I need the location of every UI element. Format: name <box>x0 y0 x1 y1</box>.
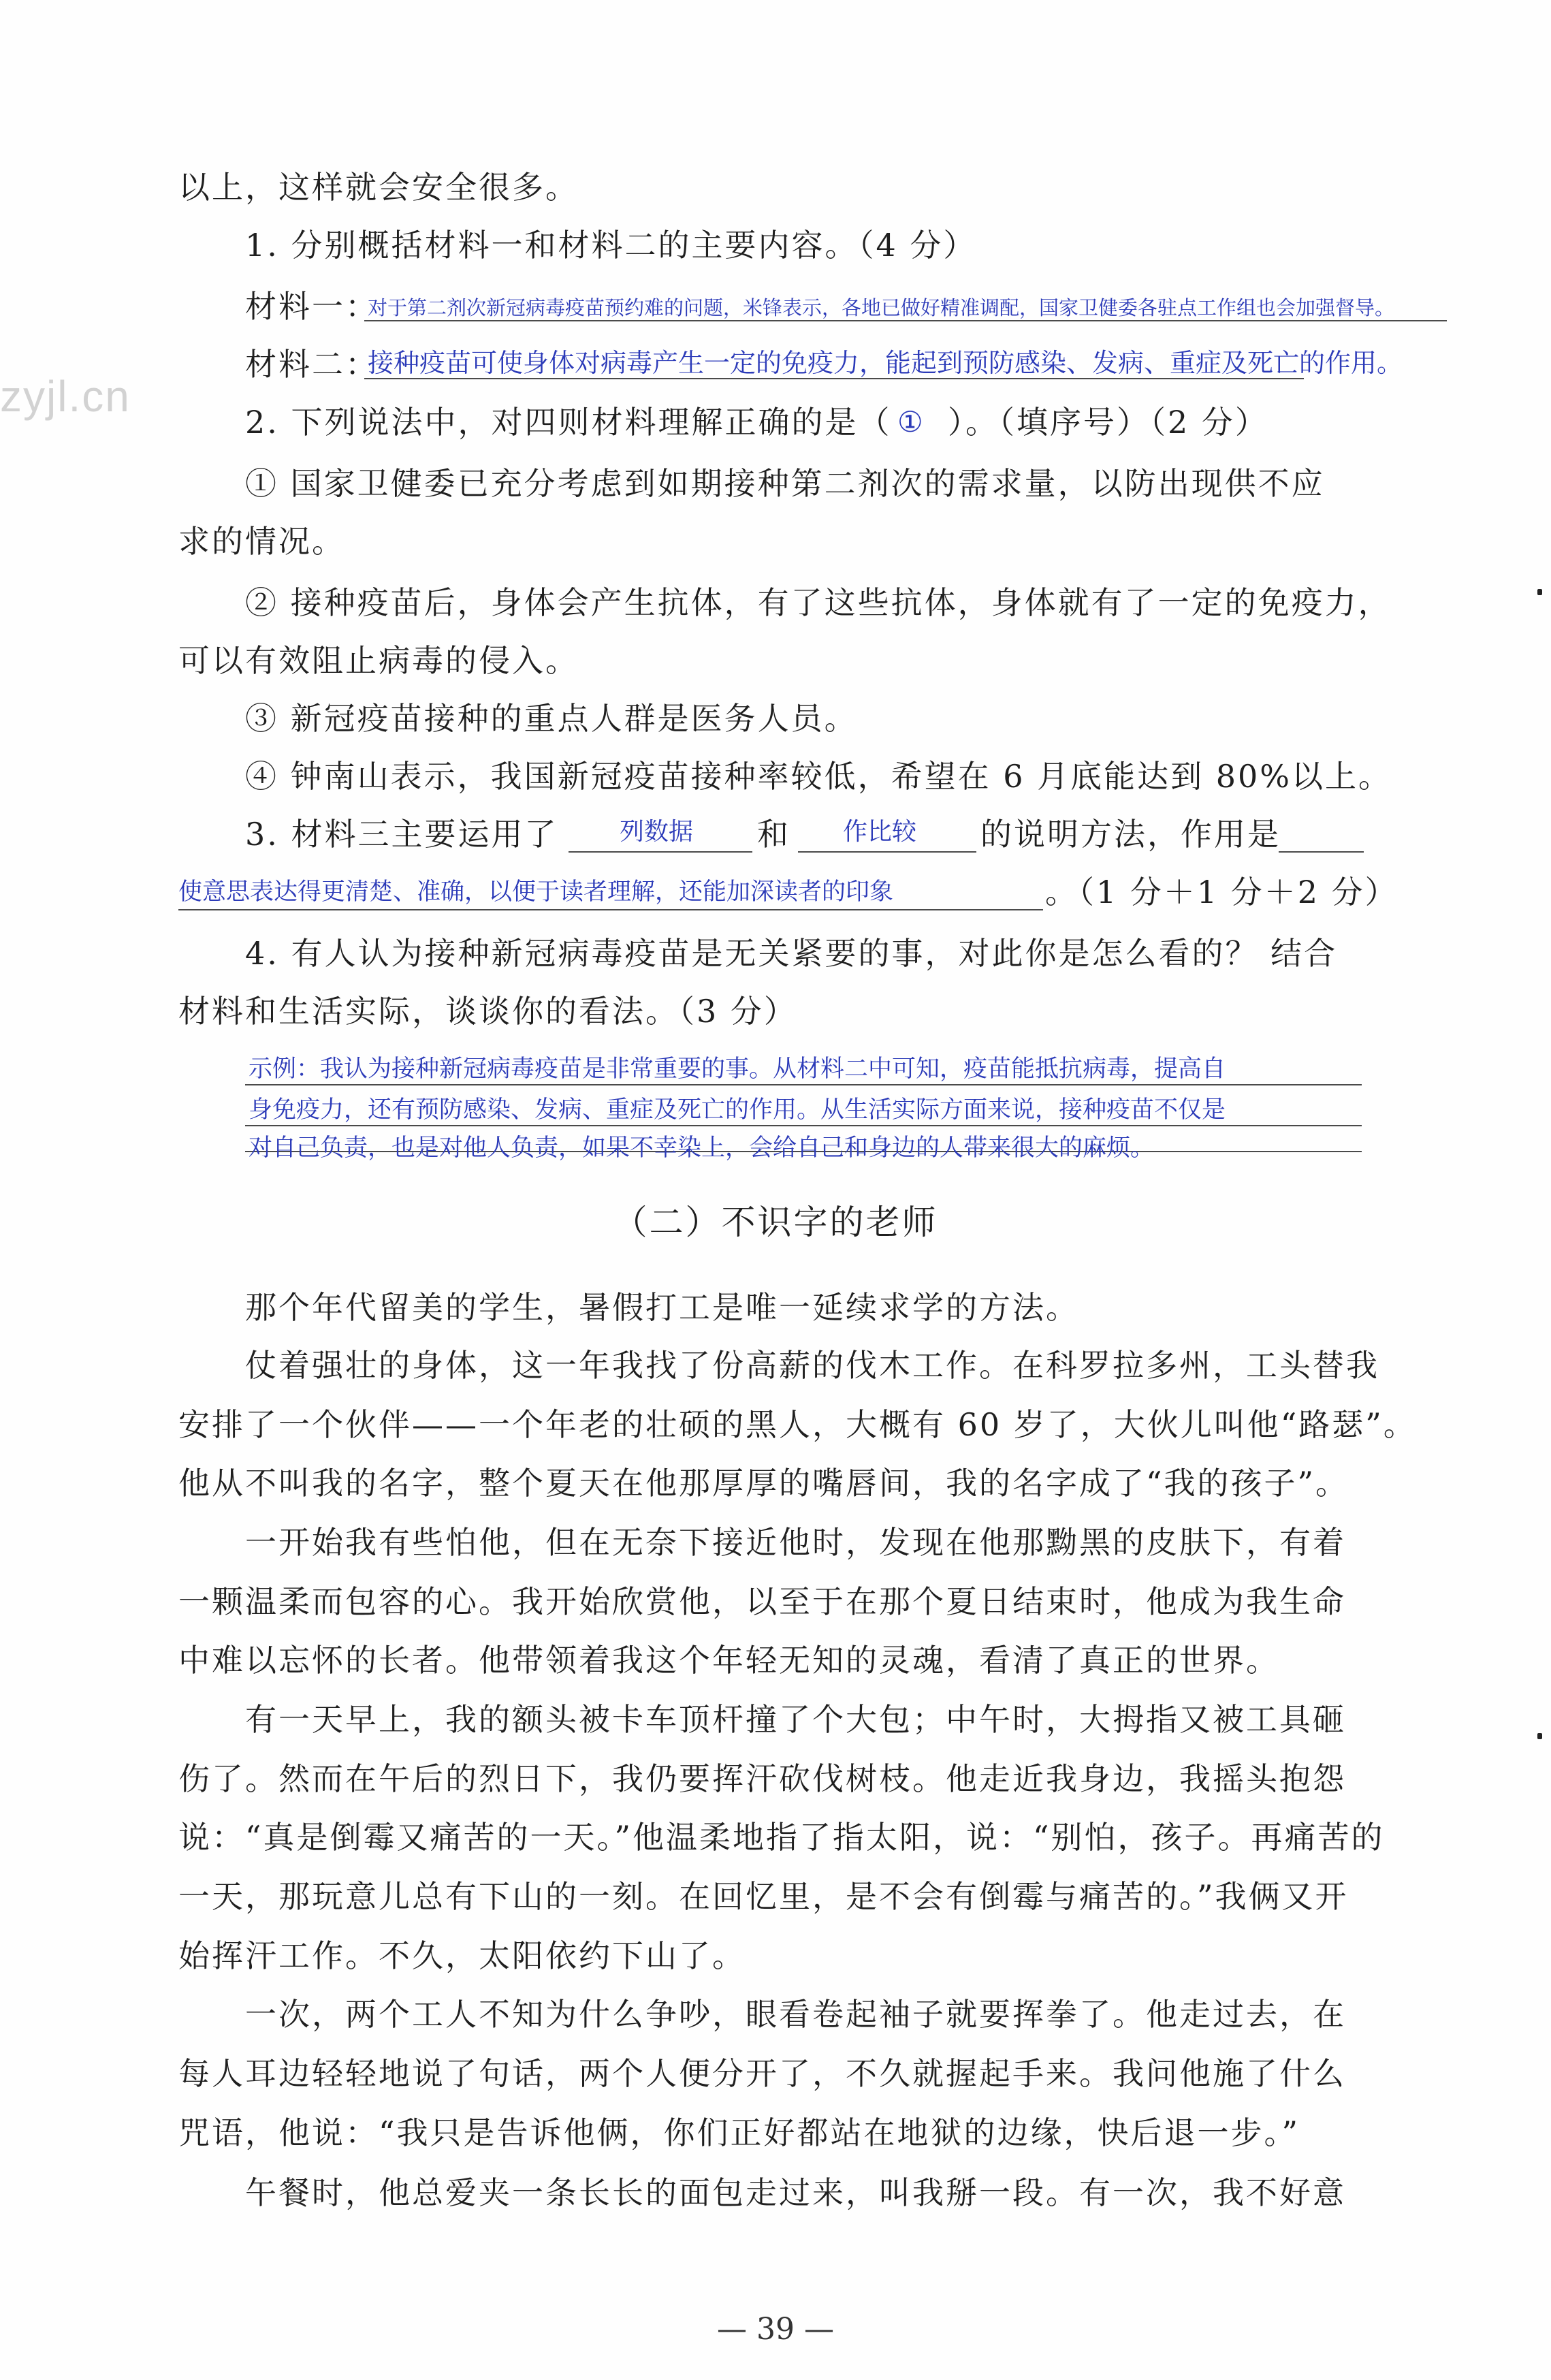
passage-line: 每人耳边轻轻地说了句话，两个人便分开了，不久就握起手来。我问他施了什么 <box>178 2055 1346 2092</box>
option-2-line-2: 可以有效阻止病毒的侵入。 <box>178 642 579 679</box>
question-3-part-a: 3. 材料三主要运用了 <box>245 816 558 853</box>
question-3-blank-3b-underline <box>178 909 1043 910</box>
material-2-label: 材料二： <box>245 346 379 383</box>
passage-line: 一次，两个工人不知为什么争吵，眼看卷起袖子就要挥拳了。他走过去，在 <box>245 1996 1346 2033</box>
option-1-line-1: ① 国家卫健委已充分考虑到如期接种第二剂次的需求量，以防出现供不应 <box>245 465 1325 502</box>
passage-line: 有一天早上，我的额头被卡车顶杆撞了个大包；中午时，大拇指又被工具砸 <box>245 1701 1346 1738</box>
question-3-blank-2-answer: 作比较 <box>843 818 917 846</box>
question-1: 1. 分别概括材料一和材料二的主要内容。（4 分） <box>245 227 977 264</box>
question-2-prefix: 2. 下列说法中，对四则材料理解正确的是（ <box>245 404 892 441</box>
question-3-blank-3-answer: 使意思表达得更清楚、准确，以便于读者理解，还能加深读者的印象 <box>178 878 894 906</box>
passage-line: 咒语，他说：“我只是告诉他俩，你们正好都站在地狱的边缘，快后退一步。” <box>178 2114 1300 2151</box>
passage-line: 一开始我有些怕他，但在无奈下接近他时，发现在他那黝黑的皮肤下，有着 <box>245 1524 1346 1561</box>
passage-line: 始挥汗工作。不久，太阳依约下山了。 <box>178 1937 746 1974</box>
question-3-blank-3a-underline <box>1279 851 1364 853</box>
page-number: — 39 — <box>717 2312 834 2347</box>
question-4-line-2: 材料和生活实际，谈谈你的看法。（3 分） <box>178 993 797 1030</box>
question-3-part-b: 和 <box>757 816 790 853</box>
question-3-blank-2-underline <box>798 851 976 853</box>
option-2-line-1: ② 接种疫苗后，身体会产生抗体，有了这些抗体，身体就有了一定的免疫力， <box>245 584 1392 621</box>
continuation-line: 以上，这样就会安全很多。 <box>178 169 579 206</box>
question-4-underline-2 <box>245 1125 1362 1126</box>
passage-line: 说：“真是倒霉又痛苦的一天。”他温柔地指了指太阳，说：“别怕，孩子。再痛苦的 <box>178 1819 1385 1856</box>
question-4-answer-line-1: 示例：我认为接种新冠病毒疫苗是非常重要的事。从材料二中可知，疫苗能抵抗病毒，提高自 <box>249 1056 1226 1083</box>
passage-line: 他从不叫我的名字，整个夏天在他那厚厚的嘴唇间，我的名字成了“我的孩子”。 <box>178 1465 1349 1502</box>
passage-line: 午餐时，他总爱夹一条长长的面包走过来，叫我掰一段。有一次，我不好意 <box>245 2174 1346 2211</box>
passage-line: 仗着强壮的身体，这一年我找了份高薪的伐木工作。在科罗拉多州，工头替我 <box>245 1347 1379 1384</box>
question-3-blank-1-underline <box>569 851 752 853</box>
question-4-answer-line-3: 对自己负责，也是对他人负责，如果不幸染上，会给自己和身边的人带来很大的麻烦。 <box>249 1135 1155 1162</box>
question-3-blank-1-answer: 列数据 <box>620 818 694 846</box>
watermark: zyjl.cn <box>0 372 131 421</box>
margin-mark <box>1537 1733 1542 1739</box>
material-2-answer: 接种疫苗可使身体对病毒产生一定的免疫力，能起到预防感染、发病、重症及死亡的作用。 <box>368 348 1403 378</box>
passage-line: 安排了一个伙伴——一个年老的壮硕的黑人，大概有 60 岁了，大伙儿叫他“路瑟”。 <box>178 1406 1417 1443</box>
question-3-scoring: 。（1 分＋1 分＋2 分） <box>1045 874 1398 910</box>
question-2-suffix: ）。（填序号）（2 分） <box>948 404 1268 441</box>
option-3: ③ 新冠疫苗接种的重点人群是医务人员。 <box>245 700 858 737</box>
passage-line: 中难以忘怀的长者。他带领着我这个年轻无知的灵魂，看清了真正的世界。 <box>178 1642 1279 1679</box>
material-1-answer: 对于第二剂次新冠病毒疫苗预约难的问题，米锋表示，各地已做好精准调配，国家卫健委各驻点工作组也会加强督导。 <box>368 296 1395 319</box>
passage-line: 伤了。然而在午后的烈日下，我仍要挥汗砍伐树枝。他走近我身边，我摇头抱怨 <box>178 1760 1346 1797</box>
margin-mark <box>1537 589 1542 595</box>
section-title: （二）不识字的老师 <box>613 1203 938 1242</box>
option-4: ④ 钟南山表示，我国新冠疫苗接种率较低，希望在 6 月底能达到 80%以上。 <box>245 758 1392 795</box>
material-1-label: 材料一： <box>245 288 379 325</box>
option-1-line-2: 求的情况。 <box>178 523 345 560</box>
passage-line: 一天，那玩意儿总有下山的一刻。在回忆里，是不会有倒霉与痛苦的。”我俩又开 <box>178 1878 1349 1915</box>
question-4-line-1: 4. 有人认为接种新冠病毒疫苗是无关紧要的事，对此你是怎么看的？ 结合 <box>245 935 1338 972</box>
question-3-part-c: 的说明方法，作用是 <box>980 816 1281 853</box>
passage-line: 那个年代留美的学生，暑假打工是唯一延续求学的方法。 <box>245 1289 1079 1326</box>
passage-line: 一颗温柔而包容的心。我开始欣赏他，以至于在那个夏日结束时，他成为我生命 <box>178 1583 1346 1620</box>
question-4-answer-line-2: 身免疫力，还有预防感染、发病、重症及死亡的作用。从生活实际方面来说，接种疫苗不仅是 <box>249 1096 1226 1124</box>
question-4-underline-1 <box>245 1084 1362 1085</box>
question-2-answer: ① <box>897 405 923 439</box>
